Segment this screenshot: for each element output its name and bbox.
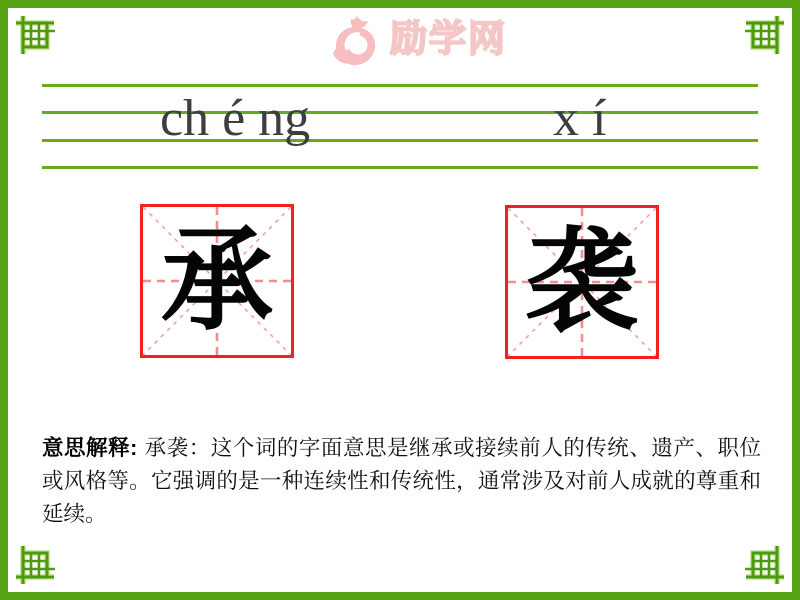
- pinyin-guide-line-4: [42, 166, 758, 169]
- meaning-label: 意思解释:: [42, 435, 138, 460]
- corner-ornament-bottom-right: [736, 536, 792, 592]
- meaning-text: 承袭：这个词的字面意思是继承或接续前人的传统、遗产、职位或风格等。它强调的是一种连续性和传统性，通常涉及对前人成就的尊重和延续。: [42, 435, 761, 527]
- pinyin-guide-line-1: [42, 84, 758, 87]
- character-box-cheng: [140, 204, 294, 358]
- corner-ornament-bottom-left: [8, 536, 64, 592]
- hanzi-xi: 袭: [526, 216, 638, 347]
- pinyin-guide-line-2: [42, 111, 758, 114]
- fox-swirl-icon: [330, 12, 384, 66]
- site-logo: [330, 12, 507, 66]
- pinyin-guide-line-3: [42, 139, 758, 142]
- pinyin-syllable-cheng: ch é ng: [160, 90, 311, 147]
- corner-ornament-top-right: [736, 8, 792, 64]
- corner-ornament-top-left: [8, 8, 64, 64]
- pinyin-syllable-xi: x í: [553, 90, 607, 147]
- hanzi-cheng: 承: [161, 215, 273, 346]
- meaning-paragraph: [42, 432, 761, 531]
- site-name: 励学网: [390, 18, 507, 59]
- character-box-xi: [505, 205, 659, 359]
